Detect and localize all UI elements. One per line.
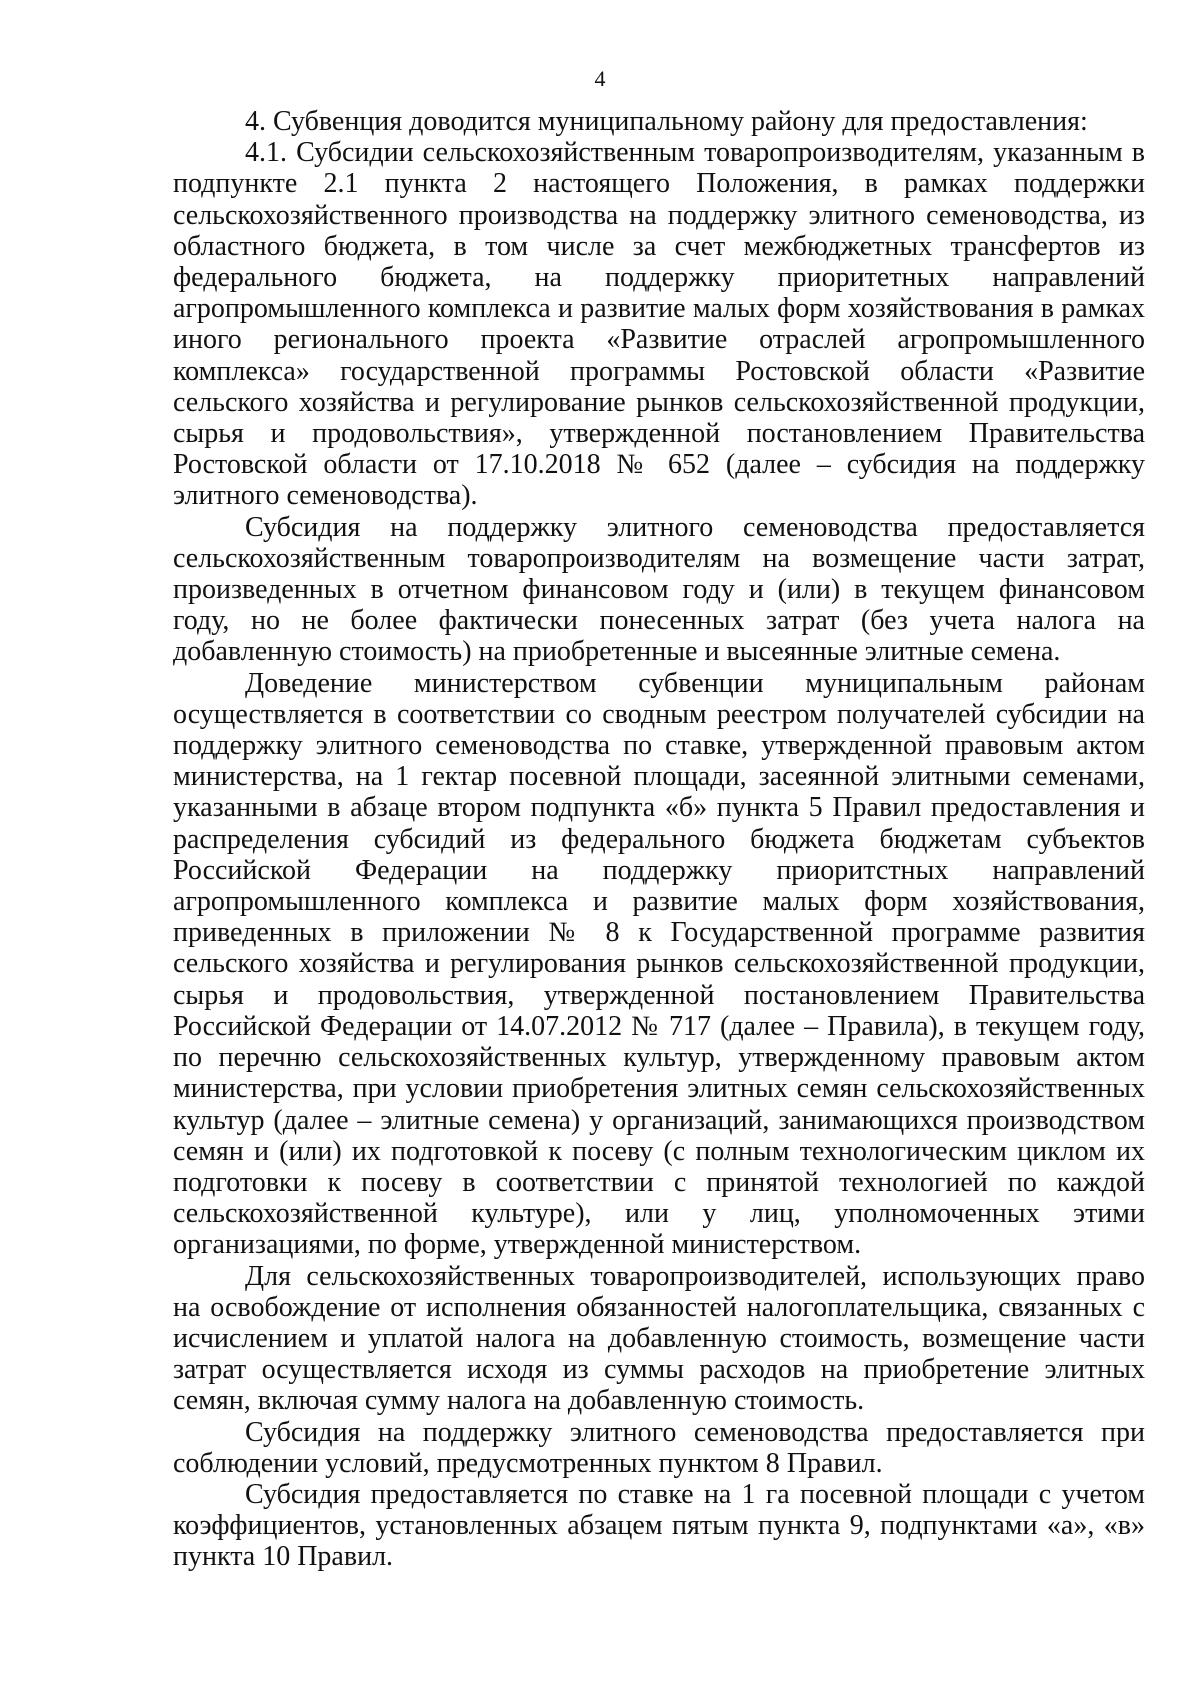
paragraph-subvention-delivery: Доведение министерством субвенции муниципальным районам осуществляется в соответствии со сводным реестром получателей субсидии на поддержку элитного семеноводства по ставке, утвержденной правовым актом министерства, на 1 гектар посевной площади, засеянной элитными семенами, указанными в абзаце втором подпункта «б» пункта 5 Правил предоставления и распределения субсидий из федерального бюджета бюджетам субъектов Российской Федерации на поддержку приоритстных направлений агропромышленного комплекса и развитие малых форм хозяйствования, приведенных в приложении № 8 к Государственной программе развития сельского хозяйства и регулирования рынков сельскохозяйственной продукции, сырья и продовольствия, утвержденной постановлением Правительства Российской Федерации от 14.07.2012 № 717 (далее – Правила), в текущем году, по перечню сельскохозяйственных культур, утвержденному правовым актом министерства, при условии приобретения элитных семян сельскохозяйственных культур (далее – элитные семена) у организаций, занимающихся производством семян и (или) их подготовкой к посеву (с полным технологическим циклом их подготовки к посеву в соответствии с принятой технологией по каждой сельскохозяйственной культуре), или у лиц, уполномоченных этими организациями, по форме, утвержденной министерством. <box>173 667 1145 1261</box>
page-number: 4 <box>594 66 606 91</box>
document-body <box>173 106 1145 1573</box>
paragraph-vat-exemption: Для сельскохозяйственных товаропроизводителей, использующих право на освобождение от исполнения обязанностей налогоплательщика, связанных с исчислением и уплатой налога на добавленную стоимость, возмещение части затрат осуществляется исходя из суммы расходов на приобретение элитных семян, включая сумму налога на добавленную стоимость. <box>173 1260 1145 1417</box>
paragraph-subsidy-purpose: Субсидия на поддержку элитного семеноводства предоставляется сельскохозяйственным товаропроизводителям на возмещение части затрат, произведенных в отчетном финансовом году и (или) в текущем финансовом году, но не более фактически понесенных затрат (без учета налога на добавленную стоимость) на приобретенные и высеянные элитные семена. <box>173 511 1145 668</box>
paragraph-subsidy-conditions: Субсидия на поддержку элитного семеноводства предоставляется при соблюдении условий, предусмотренных пунктом 8 Правил. <box>173 1416 1145 1479</box>
paragraph-subvention-intro: 4. Субвенция доводится муниципальному району для предоставления: <box>245 106 1088 137</box>
paragraph-subsidy-rate: Субсидия предоставляется по ставке на 1 га посевной площади с учетом коэффициентов, установленных абзацем пятым пункта 9, подпунктами «а», «в» пункта 10 Правил. <box>173 1478 1145 1573</box>
paragraph-4-1-subsidy: 4.1. Субсидии сельскохозяйственным товаропроизводителям, указанным в подпункте 2.1 пункта 2 настоящего Положения, в рамках поддержки сельскохозяйственного производства на поддержку элитного семеноводства, из областного бюджета, в том числе за счет межбюджетных трансфертов из федерального бюджета, на поддержку приоритетных направлений агропромышленного комплекса и развитие малых форм хозяйствования в рамках иного регионального проекта «Развитие отраслей агропромышленного комплекса» государственной программы Ростовской области «Развитие сельского хозяйства и регулирование рынков сельскохозяйственной продукции, сырья и продовольствия», утвержденной постановлением Правительства Ростовской области от 17.10.2018 № 652 (далее – субсидия на поддержку элитного семеноводства). <box>173 137 1145 512</box>
